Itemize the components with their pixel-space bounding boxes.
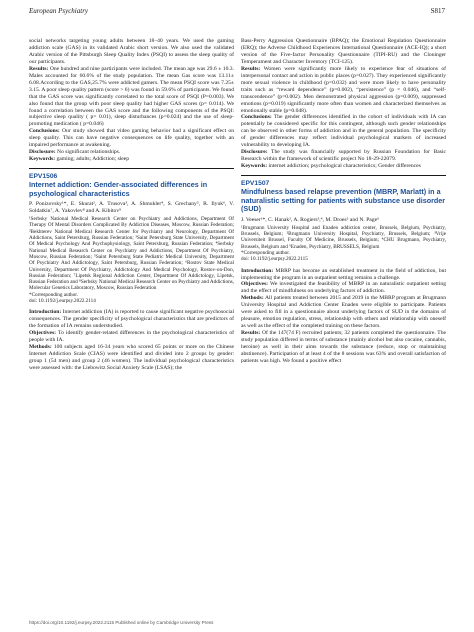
methods-paragraph: Methods: All patients treated between 2015 and 2019 in the MBRP program at Brugmann University Hospital and Addiction Center Enaden were eligible to participate. Patients were asked to fill in a questionnaire about underlying factors of SUD in the domains of pleasure, emotion regulation, stress, relationship with others and relationship with oneself as well as the effect of the completed training on these factors. [241, 295, 446, 330]
corresponding-author: *Corresponding author. [241, 249, 290, 256]
corresponding-author: *Corresponding author. [29, 291, 78, 298]
abstract-paragraph: social networks targeting young adults between 18–40 years. We used the gaming addiction scale (GAS) in its validated Arabic short version. We also used the validated Arabic version of the Pittsburgh Sleep Quality Index (PSQI) to assess the sleep quality of our participants. [29, 38, 234, 65]
abstract-title: Mindfulness based relapse prevention (MBRP, Marlatt) in a naturalistic setting for patients with substance use disorder (SUD) [241, 187, 446, 214]
keywords-paragraph: Keywords: gaming; adults; Addiction; sleep [29, 156, 130, 163]
objectives-paragraph: Objectives: To identify gender-related differences in the psychological characteristics of people with IA. [29, 330, 234, 344]
keywords-paragraph: Keywords: internet addiction; psychological characteristics; Gender differences [241, 163, 421, 170]
objectives-paragraph: Objectives: We investigated the feasibility of MBRP in an naturalistic outpatient setting and the effect of mindfulness on underlying factors of addiction. [241, 281, 446, 295]
methods-continued: Bass-Perry Aggression Questionnaire (BPAQ); the Emotional Regulation Questionnaire (ERQ); the Adverse Childhood Experiences International Questionnaire (ACE-IQ); a short version of the Five-factor Personality Questionnaire (TIPI-RU) and the Cloninger Temperament and Character Inventory (TCI-125). [241, 38, 446, 65]
abstract-code: EPV1506 [29, 173, 58, 181]
running-header [29, 7, 445, 19]
introduction-paragraph: Introduction: Internet addiction (IA) is reported to cause significant negative psychosocial consequences. The gender specificity of psychological characteristics that are predictors of the formation of IA remains understudied. [29, 309, 234, 330]
footer-doi[interactable]: https://doi.org/10.1192/j.eurpsy.2022.2115 Published online by Cambridge University Press [29, 620, 214, 625]
conclusions-paragraph: Conclusions: The gender differences identified in the cohort of individuals with IA can potentially be considered specific for this contingent, although such gender relationships can be observed in other forms of addiction and in the general population. The specificity of gender differences may reflect individual psychological markers of increased vulnerability to developing IA. [241, 114, 446, 149]
author-list: P. Ponizovsky¹*, E. Skurat², A. Trusova³, A. Shmukler⁴, S. Grechany⁵, R. Ilyuk⁶, V. Soldatkin⁷, A. Yakovlev⁸ and A. Kibitov⁹ [29, 201, 234, 215]
introduction-paragraph: Introduction: MBRP has become an established treatment in the field of addiction, but implementing the program in an outpatient setting remains a challenge. [241, 267, 446, 281]
abstract-code: EPV1507 [241, 180, 270, 188]
section-divider [29, 168, 234, 169]
conclusions-paragraph: Conclusions: Our study showed that video gaming behavior had a significant effect on sleep quality. This can have negative consequences on life quality, together with an impaired performance at awakening. [29, 128, 234, 149]
abstract-title: Internet addiction: Gender-associated differences in psychological characteristics [29, 180, 208, 198]
disclosure-paragraph: Disclosure: The study was financially supported by Russian Foundation for Basic Research within the framework of scientific project No 18-29-22079. [241, 149, 446, 163]
methods-paragraph: Methods: 100 subjects aged 16-34 years who scored 65 points or more on the Chinese Internet Addiction Scale (CIAS) were identified and divided into 2 groups by gender: group 1 (54 men) and group 2 (46 women). The individual psychological characteristics were assessed with: the Liebowitz Social Anxiety Scale (LSAS); the [29, 344, 234, 371]
author-list: J. Veeser¹*, C. Hanak², A. Rogiers³,⁴, M. Droes⁵ and N. Page⁶ [241, 216, 380, 223]
doi-link[interactable]: doi: 10.1192/j.eurpsy.2022.2114 [29, 298, 96, 305]
disclosure-paragraph: Disclosure: No significant relationships. [29, 149, 121, 156]
page-number: S817 [430, 7, 445, 15]
doi-link[interactable]: doi: 10.1192/j.eurpsy.2022.2115 [241, 256, 308, 263]
results-paragraph: Results: Women were significantly more likely to experience fear of situations of interpersonal contact and action in public places (p=0.027). They experienced significantly more sexual violence in childhood (p=0.032) and were more likely to have personality traits such as “reward dependence” (p=0.002), “persistence” (p = 0.046), and “self-transcendence” (p=0.002). Men demonstrated physical aggression (p=0.009), suppressed emotions (p=0.019) significantly more often than women and characterized themselves as emotionally stable (p=0.048). [241, 65, 446, 114]
section-divider [241, 175, 446, 176]
left-column [29, 38, 234, 372]
results-paragraph: Results: One hundred and nine participants were included. The mean age was 29.6 ± 10.3. Males accounted for 60.6% of the study population. The mean Gas score was 13.11± 6.08.According to the GAS,25.7% were addicted gamers. The mean PSQI score was 7.25± 3.15. A poor sleep quality pattern (score > 6) was found in 59.6% of participants. We found that the GAS score was significantly correlated to the total score of PSQI (P=0.003). We also found that the group with poor sleep quality had higher GAS scores (p= 0.014). We found a correlation between the GAS score and the following components of the PSQI: subjective sleep quality ( p= 0.01), sleep disturbances (p=0.024) and the use of sleep-promoting medication ( p=0.046) [29, 65, 234, 128]
right-column [241, 38, 446, 365]
affiliations: ¹Serbsky National Medical Research Center on Psychiatry and Addictions, Department Of Therapy Of Mental Disorders Complicated By Addiction Diseases, Moscow, Russian Federation; ²Bekhterev National Medical Research Center for Psychiatry and Neurology, Department Of Addictions, Saint Petersburg, Russian Federation; ³Saint Petersburg State University, Department Of Medical Psychology And Psychophysiology, Saint Petersburg, Russian Federation; ⁴Serbsky National Medical Research Center on Psychiatry and Addictions, Department Of Psychiatry, Moscow, Russian Federation; ⁵Saint Petersburg State Pediatric Medical University, Department Of Psychiatry And Addictology, Saint Petersburg, Russian Federation; ⁶Rostov State Medical University, Department Of Psychiatry, Addictology And Medical Psychology, Rostov-on-Don, Russian Federation; ⁷Lipetsk Regional Addiction Center, Department Of Addictology, Lipetsk, Russian Federation and ⁸Serbsky National Medical Research Center on Psychiatry and Addictions, Molecular Genetics Laboratory, Moscow, Russian Federation [29, 216, 234, 292]
affiliations: ¹Brugmann University Hospital and Enaden addiction center, Brussels, Belgium, Psychiatry, Brussels, Belgium; ²Brugmann University Hospital, Psychiatry, Brussels, Belgium; ³Vrije Universiteit Brussel, Faculty Of Medicine, Brussels, Belgium; ⁴CHU Brugmann, Psychiatry, Brussels, Belgium and ⁵Enaden, Psychiatry, BRUSSELS, Belgium [241, 224, 446, 250]
journal-name: European Psychiatry [29, 7, 89, 15]
results-paragraph-2: Results: Of the 147(74 F) recruited patients; 32 patients completed the questionnaire. The study population differed in terms of substance (mainly alcohol but also cocaine, cannabis, heroine) as well in their aims towards the substance (reduce, stop or maintaining abstinence). Participation of at least 4 of the 8 sessions was 63% and overall satisfaction of patients was high. We found a positive effect [241, 330, 446, 364]
